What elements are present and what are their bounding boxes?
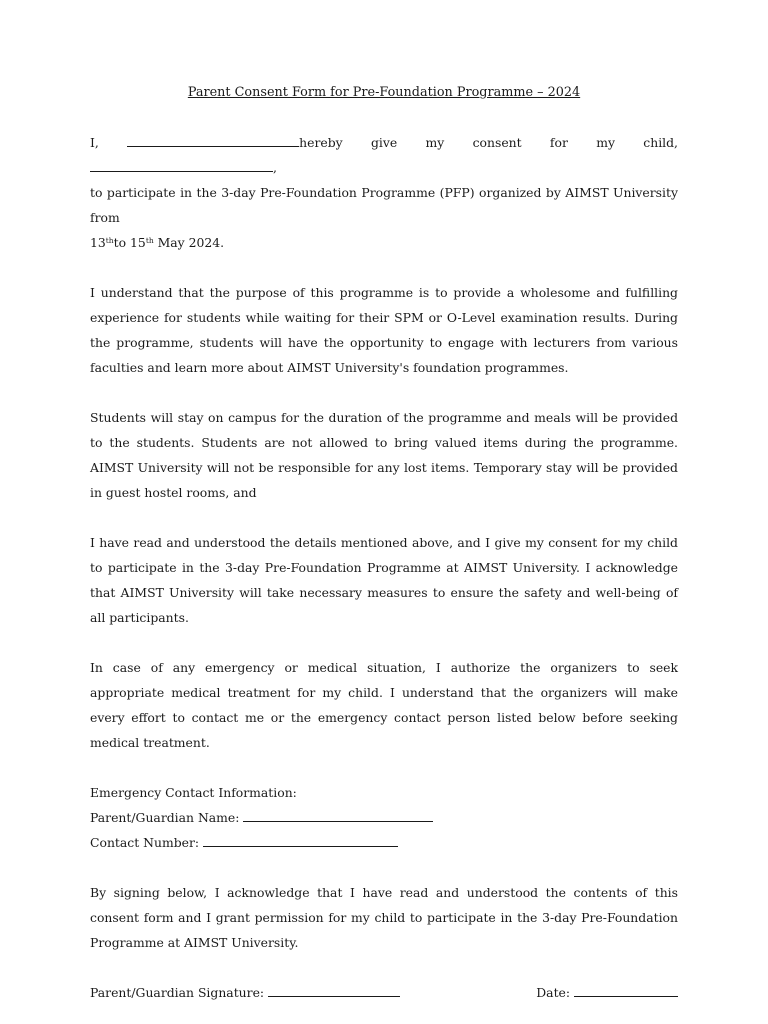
date-start-number: 13 [90, 235, 106, 250]
consent-paragraph: I have read and understood the details mentioned above, and I give my consent for my child to participate in the 3-day Pre-Foundation Programme at AIMST University. I acknowledge that AIMST University will take necessary measures to ensure the safety and well-being of all participants. [90, 535, 678, 625]
intro-after-name: hereby give my consent for my child, [299, 135, 678, 150]
emergency-contact-section [90, 780, 678, 855]
stay-paragraph: Students will stay on campus for the duration of the programme and meals will be provided to the students. Students are not allowed to bring valued items during the programme. AIMST University will not be responsible for any lost items. Temporary stay will be provided in guest hostel rooms, and [90, 410, 678, 500]
date-end-number: 15 [130, 235, 146, 250]
intro-line-3 [90, 230, 678, 255]
intro-paragraph [90, 130, 678, 255]
contact-number-field[interactable] [203, 833, 398, 847]
intro-line-1 [90, 130, 678, 180]
intro-lead: I, [90, 135, 128, 150]
parent-name-blank[interactable] [127, 133, 299, 147]
acknowledge-paragraph: By signing below, I acknowledge that I have read and understood the contents of this consent form and I grant permission for my child to participate in the 3-day Pre-Foundation Programme at AIMST University. [90, 885, 678, 950]
date-to: to [113, 235, 131, 250]
guardian-name-label: Parent/Guardian Name: [90, 810, 244, 825]
form-title: Parent Consent Form for Pre-Foundation Programme – 2024 [187, 85, 581, 100]
child-name-blank[interactable] [90, 158, 273, 172]
date-end-text: May 2024. [153, 235, 225, 250]
intro-line-2: to participate in the 3-day Pre-Foundation Programme (PFP) organized by AIMST University from [90, 185, 678, 225]
intro-comma: , [273, 160, 277, 175]
consent-form [90, 80, 678, 1005]
emergency-paragraph: In case of any emergency or medical situation, I authorize the organizers to seek appropriate medical treatment for my child. I understand that the organizers will make every effort to contact me or the emergency contact person listed below before seeking medical treatment. [90, 660, 678, 750]
signature-group [90, 980, 400, 1005]
contact-heading: Emergency Contact Information: [90, 785, 297, 800]
guardian-name-field[interactable] [243, 808, 433, 822]
purpose-paragraph: I understand that the purpose of this programme is to provide a wholesome and fulfilling experience for students while waiting for their SPM or O-Level examination results. During the programme, students will have the opportunity to engage with lecturers from various faculties and learn more about AIMST University's foundation programmes. [90, 285, 678, 375]
contact-number-label: Contact Number: [90, 835, 204, 850]
signature-label: Parent/Guardian Signature: [90, 985, 269, 1000]
date-label: Date: [536, 985, 574, 1000]
date-group [536, 980, 678, 1005]
date-start-suffix: th [105, 236, 114, 245]
guardian-name-row [90, 805, 678, 830]
contact-number-row [90, 830, 678, 855]
signature-field[interactable] [268, 983, 400, 997]
signature-row [90, 980, 678, 1005]
date-end-suffix: th [145, 236, 154, 245]
date-field[interactable] [574, 983, 678, 997]
